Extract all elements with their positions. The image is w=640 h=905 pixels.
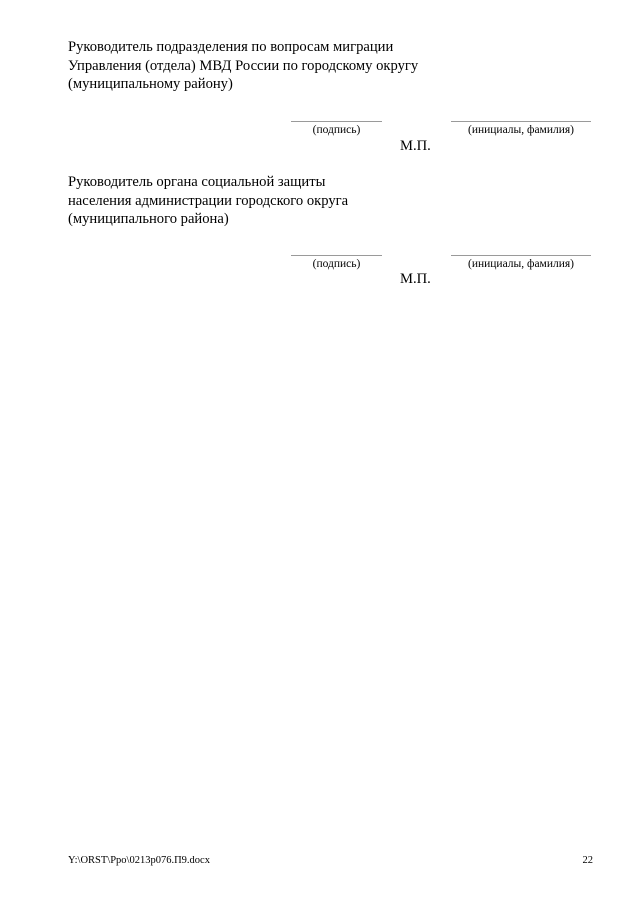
- heading-line: (муниципальному району): [68, 76, 233, 92]
- heading-line: Руководитель подразделения по вопросам миграции: [68, 39, 394, 55]
- signatory-title-migration: [68, 38, 418, 94]
- stamp-label: М.П.: [400, 138, 431, 154]
- name-line: [451, 121, 591, 122]
- signature-caption: (подпись): [312, 258, 361, 270]
- signature-line: [291, 255, 382, 256]
- name-caption: (инициалы, фамилия): [467, 124, 575, 136]
- footer-page-number: 22: [582, 855, 593, 866]
- signature-caption: (подпись): [312, 124, 361, 136]
- name-line: [451, 255, 591, 256]
- heading-line: Руководитель органа социальной защиты: [68, 174, 326, 190]
- signatory-title-social-protection: [68, 173, 348, 229]
- heading-line: населения администрации городского округа: [68, 192, 349, 209]
- heading-line: (муниципального района): [68, 211, 229, 227]
- footer-file-path: Y:\ORST\Ppo\0213p076.П9.docx: [68, 855, 210, 866]
- heading-line: Управления (отдела) МВД России по городскому округу: [68, 57, 419, 74]
- name-caption: (инициалы, фамилия): [467, 258, 575, 270]
- signature-line: [291, 121, 382, 122]
- stamp-label: М.П.: [400, 271, 431, 287]
